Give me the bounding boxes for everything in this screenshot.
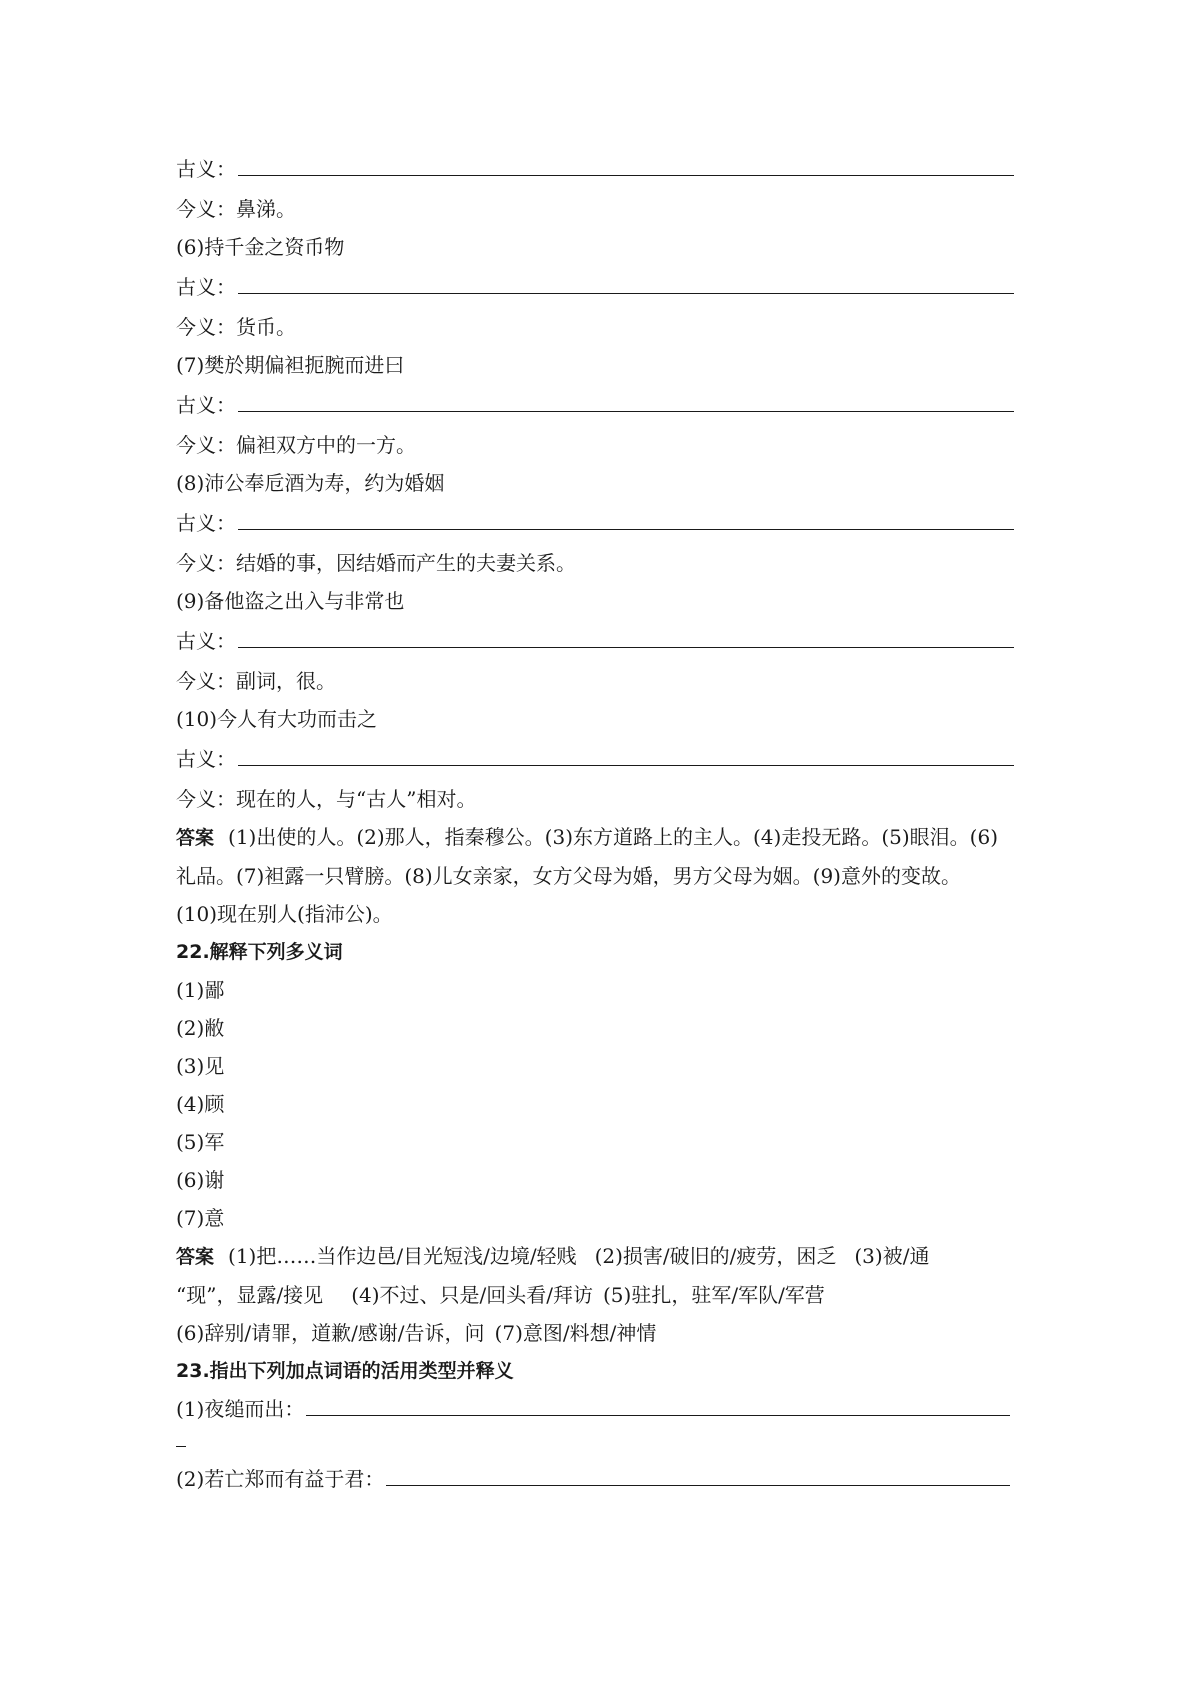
- q22-item: (5)军: [176, 1130, 225, 1154]
- answer21-line2: 礼品。(7)袒露一只臂膀。(8)儿女亲家，女方父母为婚，男方父母为姻。(9)意外的变故。: [176, 864, 961, 888]
- q22-item: (4)顾: [176, 1092, 225, 1116]
- q6-guyi-row: [176, 268, 1026, 308]
- q22-item: (1)鄙: [176, 978, 225, 1002]
- q23-item2-row: [176, 1460, 1026, 1500]
- q9-guyi-row: [176, 622, 1026, 662]
- q9-jinyi: 今义：副词，很。: [176, 669, 336, 693]
- answer21-text1: (1)出使的人。(2)那人，指秦穆公。(3)东方道路上的主人。(4)走投无路。(5)眼泪。(6): [228, 825, 998, 849]
- answer22-part3a: (6)辞别/请罪，道歉/感谢/告诉，问: [176, 1321, 485, 1345]
- q8-guyi-blank[interactable]: [238, 507, 1014, 530]
- q23-title: 23.指出下列加点词语的活用类型并释义: [176, 1360, 514, 1382]
- q23-item1-row: [176, 1390, 1026, 1430]
- answer22-line3: [176, 1314, 1026, 1352]
- q10-sentence: (10)今人有大功而击之: [176, 707, 378, 731]
- q22-item: (7)意: [176, 1206, 225, 1230]
- q7-sentence: (7)樊於期偏袒扼腕而进曰: [176, 353, 405, 377]
- answer21-line3: (10)现在别人(指沛公)。: [176, 902, 393, 926]
- q23-item1-label: (1)夜缒而出：: [176, 1397, 305, 1421]
- answer22-part2a: “现”，显露/接见: [176, 1283, 324, 1307]
- q22-title: 22.解释下列多义词: [176, 941, 343, 963]
- q9-sentence: (9)备他盗之出入与非常也: [176, 589, 405, 613]
- guyi-label: 古义：: [176, 629, 236, 653]
- answer22-part1a: (1)把……当作边邑/目光短浅/边境/轻贱: [228, 1244, 577, 1268]
- guyi-label: 古义：: [176, 511, 236, 535]
- answer21-line1: [176, 818, 1026, 857]
- q5-guyi-blank[interactable]: [238, 153, 1014, 176]
- q7-guyi-blank[interactable]: [238, 389, 1014, 412]
- q8-guyi-row: [176, 504, 1026, 544]
- q5-guyi-row: [176, 150, 1026, 190]
- answer22-part2b: (4)不过、只是/回头看/拜访: [351, 1283, 593, 1307]
- q23-item2-blank[interactable]: [386, 1463, 1010, 1486]
- answer22-part2c: (5)驻扎，驻军/军队/军营: [603, 1283, 825, 1307]
- q6-jinyi: 今义：货币。: [176, 315, 296, 339]
- q6-guyi-blank[interactable]: [238, 271, 1014, 294]
- q10-jinyi: 今义：现在的人，与“古人”相对。: [176, 787, 477, 811]
- guyi-label: 古义：: [176, 393, 236, 417]
- answer-label: 答案: [176, 1246, 215, 1268]
- q10-guyi-row: [176, 740, 1026, 780]
- answer22-part1b: (2)损害/破旧的/疲劳，困乏: [594, 1244, 837, 1268]
- q23-item1-blank[interactable]: [306, 1393, 1010, 1416]
- q22-item: (6)谢: [176, 1168, 225, 1192]
- q22-item: (3)见: [176, 1054, 225, 1078]
- answer22-part3b: (7)意图/料想/神情: [494, 1321, 657, 1345]
- q6-sentence: (6)持千金之资币物: [176, 235, 345, 259]
- q9-guyi-blank[interactable]: [238, 625, 1014, 648]
- document-page: [176, 150, 1026, 1500]
- guyi-label: 古义：: [176, 157, 236, 181]
- answer22-part1c: (3)被/通: [854, 1244, 930, 1268]
- answer22-line2: [176, 1276, 1026, 1314]
- q22-item: (2)敝: [176, 1016, 225, 1040]
- q23-item1-overflow-mark: [176, 1430, 1026, 1460]
- q8-jinyi: 今义：结婚的事，因结婚而产生的夫妻关系。: [176, 551, 576, 575]
- q8-sentence: (8)沛公奉卮酒为寿，约为婚姻: [176, 471, 445, 495]
- q23-item2-label: (2)若亡郑而有益于君：: [176, 1467, 385, 1491]
- q7-jinyi: 今义：偏袒双方中的一方。: [176, 433, 416, 457]
- q5-jinyi: 今义：鼻涕。: [176, 197, 296, 221]
- q10-guyi-blank[interactable]: [238, 743, 1014, 766]
- q7-guyi-row: [176, 386, 1026, 426]
- answer-label: 答案: [176, 827, 215, 849]
- guyi-label: 古义：: [176, 747, 236, 771]
- answer22-line1: [176, 1237, 1026, 1276]
- guyi-label: 古义：: [176, 275, 236, 299]
